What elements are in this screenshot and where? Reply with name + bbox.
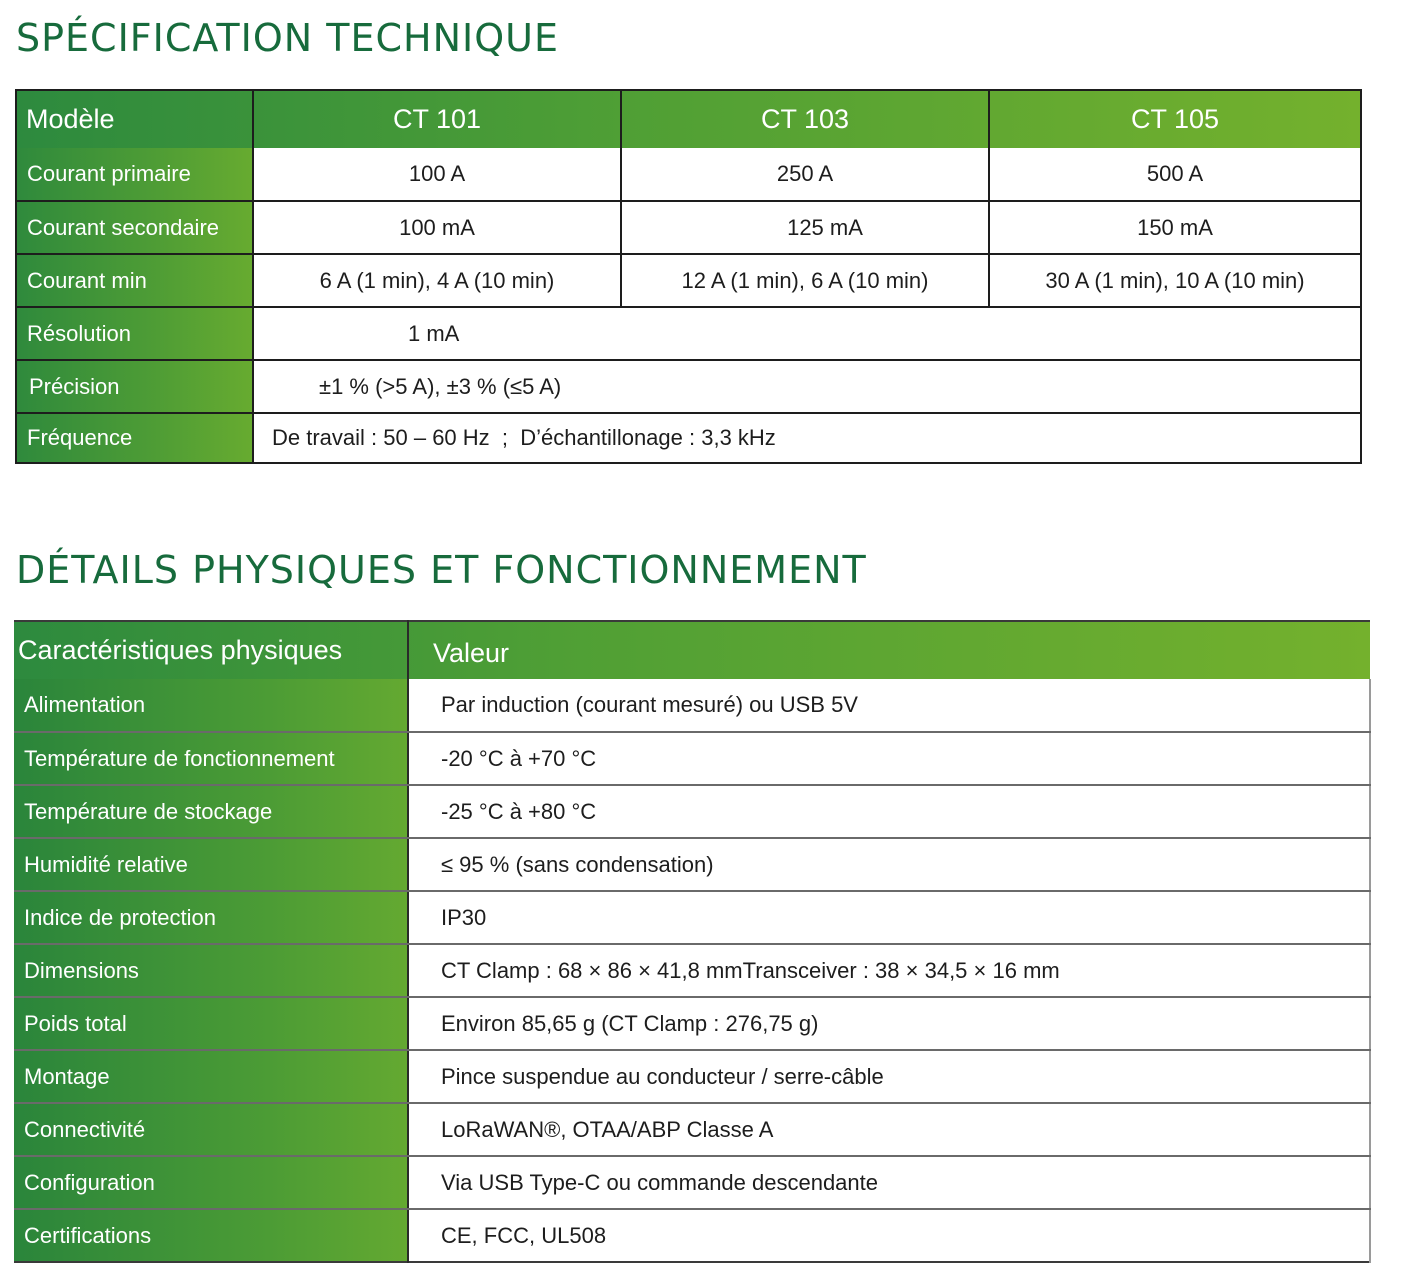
- spec-cell: 500 A: [989, 148, 1361, 201]
- phys-row-label: Connectivité: [14, 1103, 408, 1156]
- spec-row-label: Courant primaire: [16, 148, 253, 201]
- phys-section-title: DÉTAILS PHYSIQUES ET FONCTIONNEMENT: [16, 548, 867, 592]
- spec-cell: 250 A: [621, 148, 989, 201]
- spec-row: [16, 413, 1361, 463]
- spec-cell: 30 A (1 min), 10 A (10 min): [989, 254, 1361, 307]
- spec-cell: De travail : 50 – 60 Hz ; D’échantillonage : 3,3 kHz: [272, 425, 776, 450]
- phys-row-label: Indice de protection: [14, 891, 408, 944]
- spec-header-model: CT 103: [621, 90, 989, 148]
- phys-row: [14, 732, 1370, 785]
- phys-row-value: CT Clamp : 68 × 86 × 41,8 mmTransceiver : 38 × 34,5 × 16 mm: [408, 944, 1370, 997]
- spec-row: [16, 254, 1361, 307]
- phys-row: [14, 997, 1370, 1050]
- phys-row-value: -25 °C à +80 °C: [408, 785, 1370, 838]
- phys-row-label: Dimensions: [14, 944, 408, 997]
- phys-row: [14, 891, 1370, 944]
- phys-row: [14, 1156, 1370, 1209]
- spec-row-label: Courant min: [16, 254, 253, 307]
- phys-row: [14, 1103, 1370, 1156]
- phys-header-value: Valeur: [433, 638, 510, 668]
- spec-cell: 1 mA: [253, 307, 1361, 360]
- spec-cell: 125 mA: [621, 201, 989, 254]
- spec-row-label: Précision: [16, 360, 253, 413]
- spec-cell: 100 mA: [253, 201, 621, 254]
- spec-row: [16, 360, 1361, 413]
- phys-row-value: LoRaWAN®, OTAA/ABP Classe A: [408, 1103, 1370, 1156]
- spec-cell: 6 A (1 min), 4 A (10 min): [253, 254, 621, 307]
- phys-row-label: Humidité relative: [14, 838, 408, 891]
- phys-row-value: Environ 85,65 g (CT Clamp : 276,75 g): [408, 997, 1370, 1050]
- phys-row-value: CE, FCC, UL508: [408, 1209, 1370, 1262]
- spec-header-model: CT 101: [253, 90, 621, 148]
- phys-row: [14, 944, 1370, 997]
- phys-row-label: Alimentation: [14, 679, 408, 732]
- phys-header-row: [14, 621, 1370, 679]
- phys-row-label: Montage: [14, 1050, 408, 1103]
- spec-row: [16, 201, 1361, 254]
- phys-row-value: Pince suspendue au conducteur / serre-câble: [408, 1050, 1370, 1103]
- spec-section-title: SPÉCIFICATION TECHNIQUE: [16, 16, 559, 60]
- spec-cell: 100 A: [253, 148, 621, 201]
- phys-row-value: -20 °C à +70 °C: [408, 732, 1370, 785]
- spec-row-label: Fréquence: [16, 413, 253, 463]
- spec-header-model: CT 105: [1130, 104, 1220, 134]
- phys-row-label: Température de fonctionnement: [14, 732, 408, 785]
- phys-row-label: Certifications: [14, 1209, 408, 1262]
- phys-row-value: IP30: [408, 891, 1370, 944]
- phys-row-value: Via USB Type-C ou commande descendante: [408, 1156, 1370, 1209]
- phys-row: [14, 838, 1370, 891]
- phys-row: [14, 1050, 1370, 1103]
- phys-row: [14, 785, 1370, 838]
- phys-row: [14, 1209, 1370, 1262]
- phys-row-label: Température de stockage: [14, 785, 408, 838]
- spec-header-model-label: Modèle: [16, 90, 253, 148]
- spec-table: [15, 89, 1362, 464]
- phys-table: [14, 620, 1371, 1263]
- phys-header-label: Caractéristiques physiques: [14, 621, 408, 679]
- spec-row-label: Résolution: [16, 307, 253, 360]
- phys-row-value: ≤ 95 % (sans condensation): [408, 838, 1370, 891]
- phys-row-label: Poids total: [14, 997, 408, 1050]
- phys-row-value: Par induction (courant mesuré) ou USB 5V: [408, 679, 1370, 732]
- spec-row: [16, 148, 1361, 201]
- spec-cell: ±1 % (>5 A), ±3 % (≤5 A): [253, 360, 1361, 413]
- spec-cell: 12 A (1 min), 6 A (10 min): [621, 254, 989, 307]
- spec-row: [16, 307, 1361, 360]
- phys-row: [14, 679, 1370, 732]
- spec-cell: 150 mA: [989, 201, 1361, 254]
- spec-header-row: [16, 90, 1361, 148]
- spec-row-label: Courant secondaire: [16, 201, 253, 254]
- phys-row-label: Configuration: [14, 1156, 408, 1209]
